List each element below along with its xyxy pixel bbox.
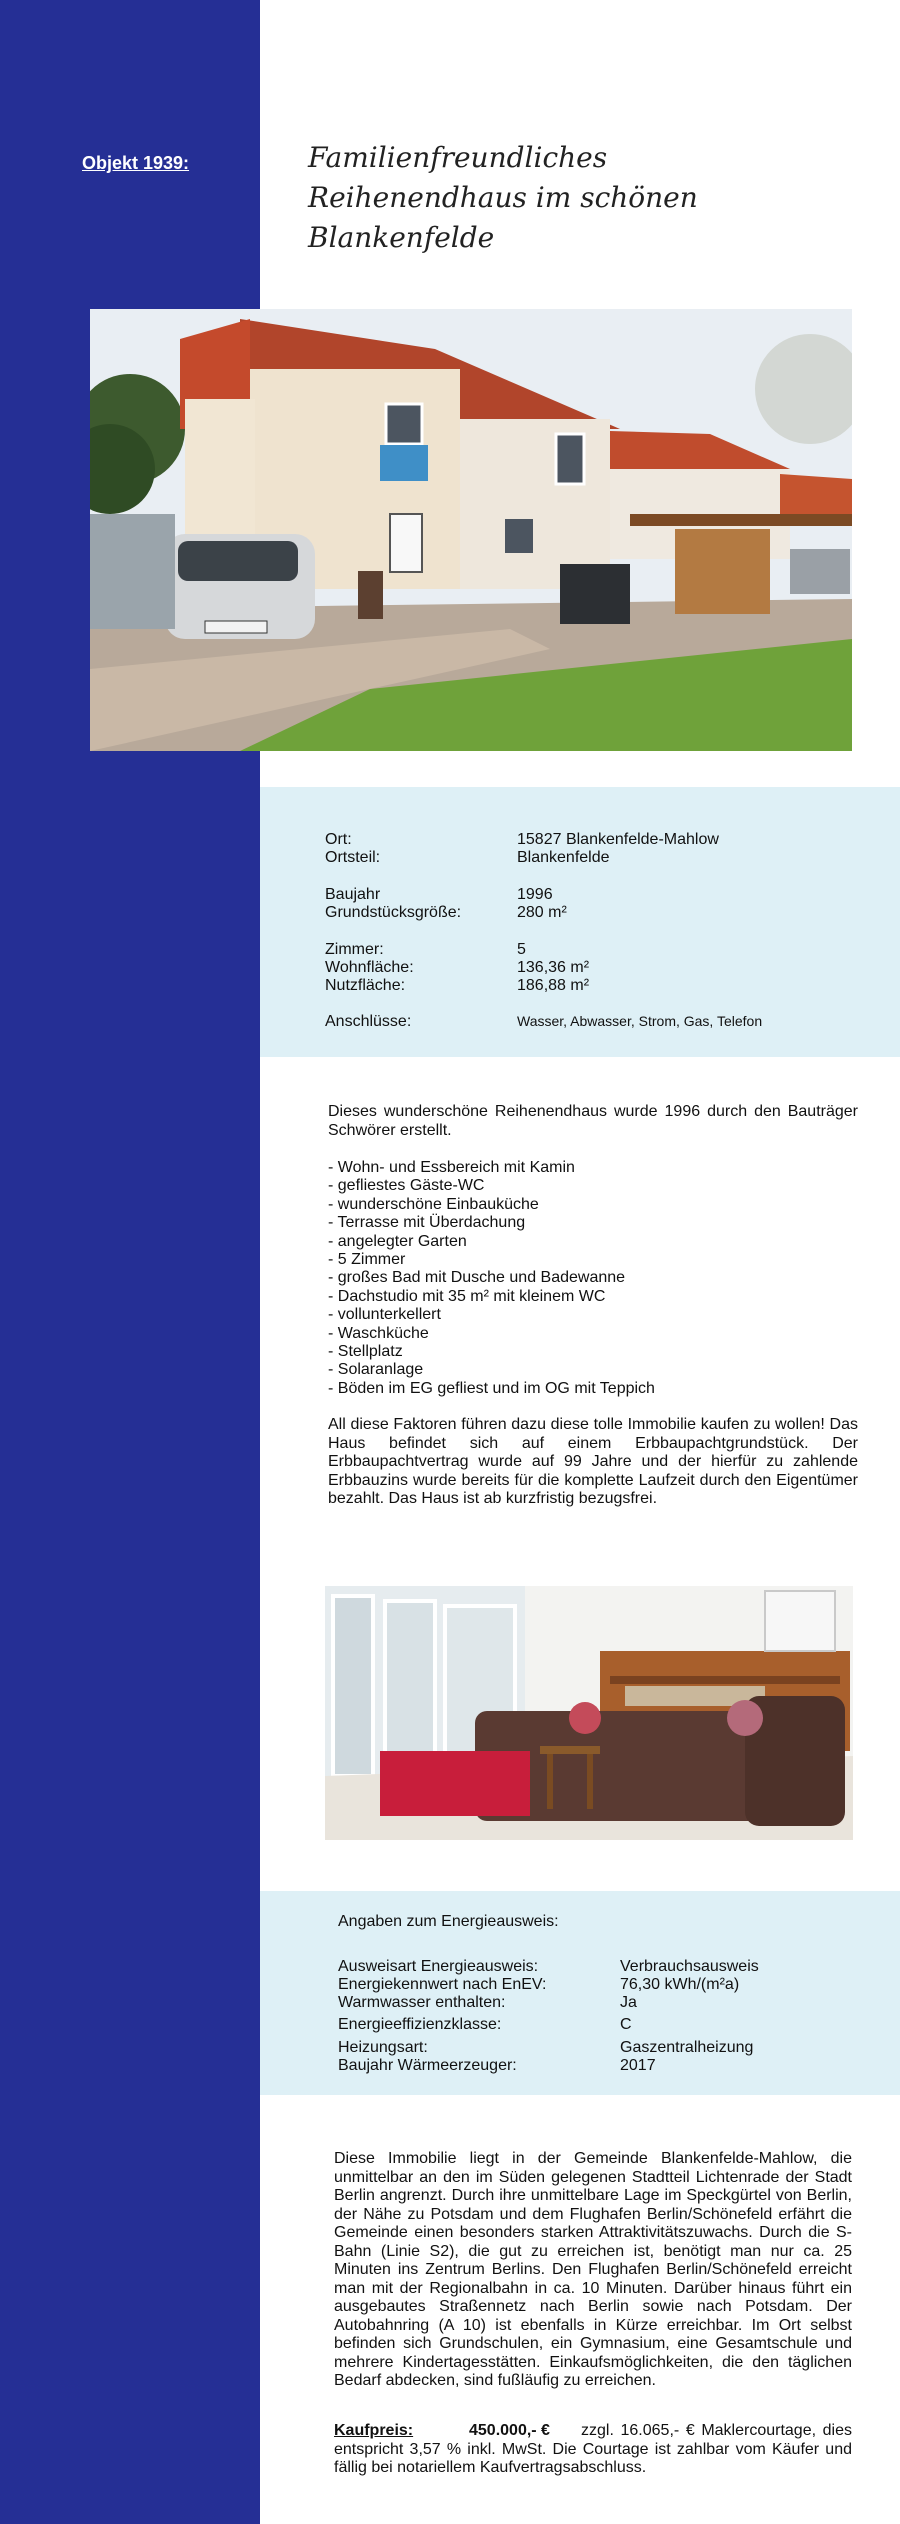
list-item: - großes Bad mit Dusche und Badewanne — [328, 1269, 626, 1287]
description-intro: Dieses wunderschöne Reihenendhaus wurde 1996 durch den Bauträger Schwörer erstellt. — [328, 1103, 858, 1139]
energy-row — [338, 2015, 858, 2034]
energy-label: Energieeffizienzklasse: — [338, 2016, 502, 2033]
energy-label: Warmwasser enthalten: — [338, 1994, 506, 2011]
energy-value: 76,30 kWh/(m²a) — [620, 1976, 740, 1993]
energy-row — [338, 1957, 858, 1976]
fact-row — [325, 958, 865, 977]
facts-panel — [260, 787, 900, 1057]
price-note: zzgl. 16.065,- € Maklercourtage, dies entspricht 3,57 % inkl. MwSt. Die Courtage ist zahlbar vom Käufer und fällig bei notariellem Kaufvertragsabschluss. — [334, 2422, 852, 2476]
energy-heading: Angaben zum Energieausweis: — [338, 1913, 559, 1930]
feature-list — [328, 1159, 858, 1398]
fact-row — [325, 940, 865, 959]
energy-label: Heizungsart: — [338, 2039, 428, 2056]
list-item: - 5 Zimmer — [328, 1251, 406, 1269]
energy-value: Ja — [620, 1994, 637, 2011]
fact-row — [325, 830, 865, 849]
energy-value: C — [620, 2016, 632, 2033]
list-item: - Waschküche — [328, 1324, 429, 1342]
list-item: - wunderschöne Einbauküche — [328, 1195, 539, 1213]
energy-row — [338, 2038, 858, 2057]
fact-label-wohnflaeche: Wohnfläche: — [325, 959, 414, 976]
energy-panel — [260, 1891, 900, 2095]
list-item: - Dachstudio mit 35 m² mit kleinem WC — [328, 1287, 606, 1305]
fact-label-grundstueck: Grundstücksgröße: — [325, 904, 462, 921]
fact-label-ort: Ort: — [325, 831, 352, 848]
list-item: - Wohn- und Essbereich mit Kamin — [328, 1159, 575, 1176]
energy-value: Gaszentralheizung — [620, 2039, 754, 2056]
list-item: - Stellplatz — [328, 1343, 403, 1361]
energy-row — [338, 1975, 858, 1994]
list-item: - angelegter Garten — [328, 1232, 467, 1250]
fact-label-nutzflaeche: Nutzfläche: — [325, 977, 406, 994]
fact-row — [325, 848, 865, 867]
fact-value-anschluesse: Wasser, Abwasser, Strom, Gas, Telefon — [517, 1013, 763, 1029]
energy-label: Ausweisart Energieausweis: — [338, 1958, 539, 1975]
price-block — [334, 2422, 852, 2478]
location-description: Diese Immobilie liegt in der Gemeinde Blankenfelde-Mahlow, die unmittelbar an den im Süden gelegenen Stadtteil Lichtenrade der Stadt Berlin angrenzt. Durch ihre unmittelbare Lage im Speckgürtel von Berlin, der Nähe zu Potsdam und dem Flughafen Berlin/Schönefeld erfährt die Gemeinde einen besonders starken Attraktivitätszuwachs. Durch die S-Bahn (Linie S2), die gut zu erreichen ist, benötigt man nur ca. 25 Minuten ins Zentrum Berlins. Den Flughafen Berlin/Schönefeld erreicht man mit der Regionalbahn in ca. 10 Minuten. Darüber hinaus führt ein ausgebautes Straßennetz nach Berlin sowie nach Potsdam. Der Autobahnring (A 10) ist ebenfalls in Kürze erreichbar. Im Ort selbst befinden sich Grundschulen, ein Gymnasium, eine Gesamtschule und mehrere Kindertagesstätten. Einkaufsmöglichkeiten, die den täglichen Bedarf abdecken, sind fußläufig zu erreichen. — [334, 2150, 852, 2389]
energy-value: Verbrauchsausweis — [620, 1958, 759, 1975]
fact-value-grundstueck: 280 m² — [517, 904, 567, 921]
living-room-photo — [325, 1546, 853, 1840]
fact-row — [325, 976, 865, 995]
fact-label-zimmer: Zimmer: — [325, 941, 384, 958]
object-number: Objekt 1939: — [82, 153, 190, 173]
price-label: Kaufpreis: — [334, 2422, 414, 2439]
list-item: - gefliestes Gäste-WC — [328, 1177, 485, 1195]
fact-value-nutzflaeche: 186,88 m² — [517, 977, 590, 994]
fact-row — [325, 903, 865, 922]
description-closing: All diese Faktoren führen dazu diese tolle Immobilie kaufen zu wollen! Das Haus befindet sich auf einem Erbbaupachtgrundstück. Der Erbbaupachtvertrag wurde auf 99 Jahre und der hierfür zu zahlende Erbbauzins wurde bereits für die komplette Laufzeit durch den Eigentümer bezahlt. Das Haus ist ab kurzfristig bezugsfrei. — [328, 1416, 858, 1507]
list-item: - Solaranlage — [328, 1361, 424, 1379]
fact-label-ortsteil: Ortsteil: — [325, 849, 381, 866]
house-exterior-photo — [90, 309, 852, 751]
energy-value: 2017 — [620, 2057, 656, 2074]
fact-row — [325, 1012, 865, 1031]
fact-value-ort: 15827 Blankenfelde-Mahlow — [517, 831, 719, 848]
energy-row — [338, 2056, 858, 2075]
fact-row — [325, 885, 865, 904]
fact-value-zimmer: 5 — [517, 941, 526, 958]
fact-label-baujahr: Baujahr — [325, 886, 381, 903]
energy-row — [338, 1993, 858, 2012]
energy-label: Baujahr Wärmeerzeuger: — [338, 2057, 517, 2074]
list-item: - vollunterkellert — [328, 1306, 441, 1324]
list-item: - Böden im EG gefliest und im OG mit Teppich — [328, 1379, 655, 1397]
price-value: 450.000,- € — [469, 2422, 550, 2439]
fact-value-ortsteil: Blankenfelde — [517, 849, 610, 866]
fact-value-wohnflaeche: 136,36 m² — [517, 959, 590, 976]
page-title: Familienfreundliches Reihenendhaus im schönen Blankenfelde — [308, 141, 698, 254]
fact-value-baujahr: 1996 — [517, 886, 553, 903]
list-item: - Terrasse mit Überdachung — [328, 1214, 526, 1232]
fact-label-anschluesse: Anschlüsse: — [325, 1013, 412, 1030]
energy-label: Energiekennwert nach EnEV: — [338, 1976, 547, 1993]
